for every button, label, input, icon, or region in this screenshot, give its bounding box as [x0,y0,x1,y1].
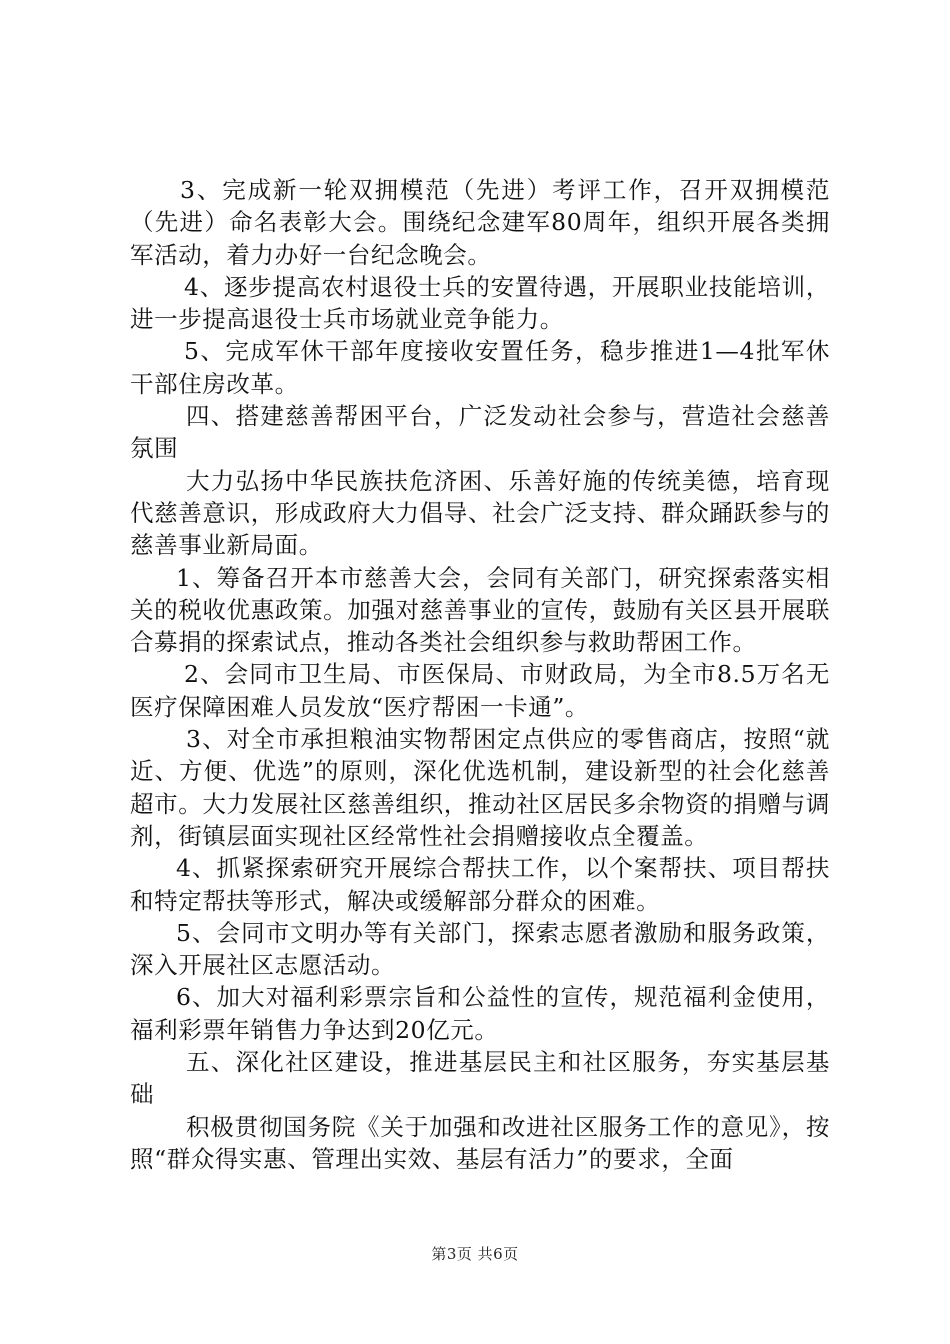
section-heading-charity: 四、搭建慈善帮困平台，广泛发动社会参与，营造社会慈善氛围 [130,402,830,463]
paragraph-item-6-welfare-lottery: 6、加大对福利彩票宗旨和公益性的宣传，规范福利金使用，福利彩票年销售力争达到20亿元。 [130,983,830,1044]
paragraph-item-5-retired-cadres: 5、完成军休干部年度接收安置任务，稳步推进1—4批军休干部住房改革。 [130,337,830,398]
section-heading-community: 五、深化社区建设，推进基层民主和社区服务，夯实基层基础 [130,1048,830,1109]
paragraph-item-3-double-support: 3、完成新一轮双拥模范（先进）考评工作，召开双拥模范（先进）命名表彰大会。围绕纪念建军80周年，组织开展各类拥军活动，着力办好一台纪念晚会。 [130,176,830,269]
paragraph-item-1-charity-conference: 1、筹备召开本市慈善大会，会同有关部门，研究探索落实相关的税收优惠政策。加强对慈善事业的宣传，鼓励有关区县开展联合募捐的探索试点，推动各类社会组织参与救助帮困工作。 [130,563,830,657]
paragraph-charity-intro: 大力弘扬中华民族扶危济困、乐善好施的传统美德，培育现代慈善意识，形成政府大力倡导、社会广泛支持、群众踊跃参与的慈善事业新局面。 [130,466,830,560]
paragraph-item-4-veterans: 4、逐步提高农村退役士兵的安置待遇，开展职业技能培训，进一步提高退役士兵市场就业竞争能力。 [130,272,830,334]
paragraph-item-4-comprehensive-aid: 4、抓紧探索研究开展综合帮扶工作，以个案帮扶、项目帮扶和特定帮扶等形式，解决或缓解部分群众的困难。 [130,854,830,915]
paragraph-community-intro: 积极贯彻国务院《关于加强和改进社区服务工作的意见》，按照“群众得实惠、管理出实效、基层有活力”的要求，全面 [130,1112,830,1173]
paragraph-item-3-charity-supermarket: 3、对全市承担粮油实物帮困定点供应的零售商店，按照“就近、方便、优选”的原则，深化优选机制，建设新型的社会化慈善超市。大力发展社区慈善组织，推动社区居民多余物资的捐赠与调剂，街镇层面实现社区经常性社会捐赠接收点全覆盖。 [130,725,830,850]
paragraph-item-5-volunteers: 5、会同市文明办等有关部门，探索志愿者激励和服务政策，深入开展社区志愿活动。 [130,918,830,980]
paragraph-item-2-medical-card: 2、会同市卫生局、市医保局、市财政局，为全市8.5万名无医疗保障困难人员发放“医疗帮困一卡通”。 [130,660,830,721]
document-body [130,174,830,1175]
page-footer: 第3页 共6页 [431,1245,519,1263]
